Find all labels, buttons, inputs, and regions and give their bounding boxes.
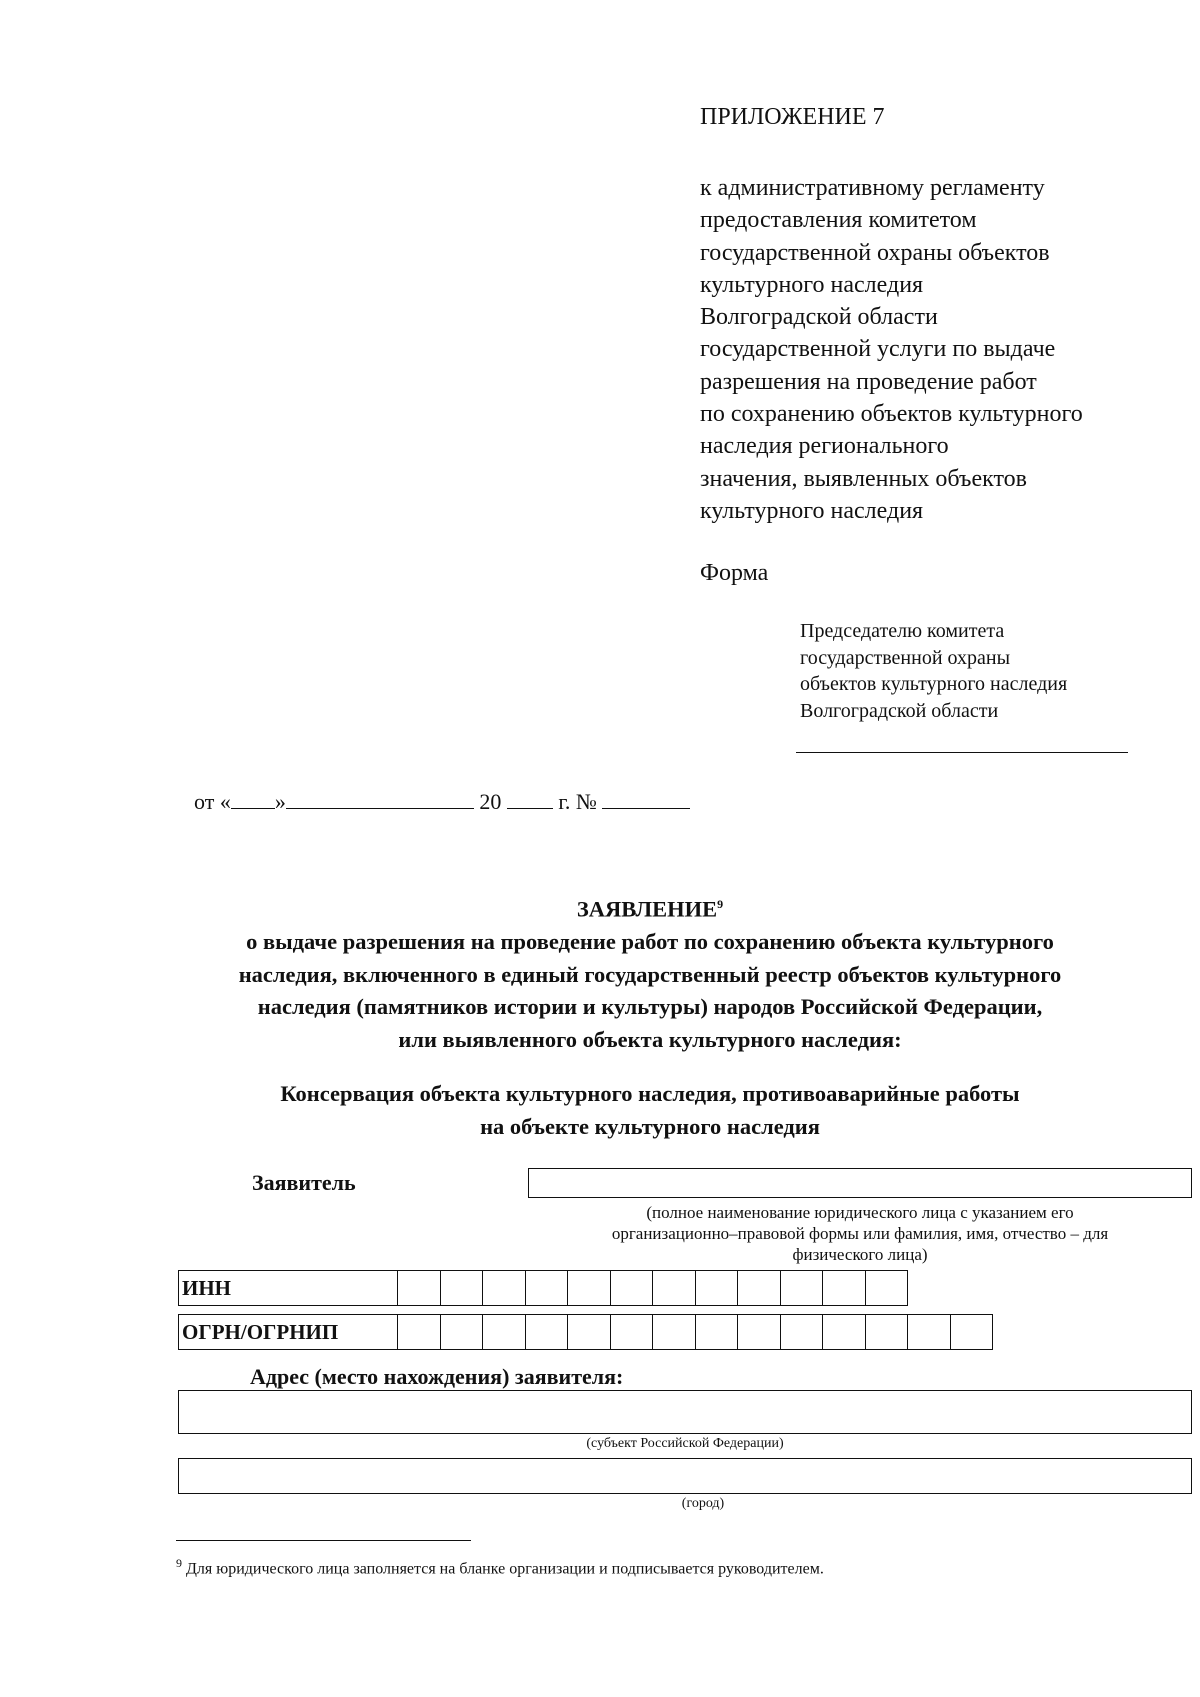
ogrn-digit-cell[interactable] [907,1314,951,1350]
appendix-line: культурного наследия [700,271,924,298]
inn-digit-cell[interactable] [440,1270,484,1306]
applicant-name-field[interactable] [528,1168,1192,1198]
applicant-hint [520,1202,1200,1265]
ogrn-digit-cell[interactable] [525,1314,569,1350]
appendix-line: государственной услуги по выдаче [700,336,1056,363]
footnote-mark: 9 [176,1556,182,1570]
footnote-separator [176,1540,471,1541]
address-label: Адрес (место нахождения) заявителя: [250,1364,624,1389]
number-field[interactable] [602,788,690,809]
region-field[interactable] [178,1390,1192,1434]
appendix-description [700,172,1083,527]
inn-digit-cell[interactable] [780,1270,824,1306]
ogrn-digit-cell[interactable] [397,1314,441,1350]
appendix-line: культурного наследия [700,497,924,524]
statement-line: о выдаче разрешения на проведение работ по сохранению объекта культурного [246,929,1054,954]
inn-digit-cell[interactable] [397,1270,441,1306]
form-label: Форма [700,560,769,586]
year-prefix: 20 [479,789,502,814]
statement-line: наследия (памятников истории и культуры) народов Российской Федерации, [257,994,1043,1019]
city-hint: (город) [681,1496,725,1511]
footnote-reference: 9 [717,897,724,911]
statement-heading [150,888,1150,1056]
region-hint: (субъект Российской Федерации) [586,1436,784,1451]
applicant-hint-line: (полное наименование юридического лица с указанием его [646,1203,1074,1222]
city-field[interactable] [178,1458,1192,1494]
appendix-line: наследия регионального [700,433,949,460]
ogrn-digit-cell[interactable] [780,1314,824,1350]
statement-line: наследия, включенного в единый государственный реестр объектов культурного [238,961,1062,987]
ogrn-digit-cell[interactable] [822,1314,866,1350]
appendix-line: государственной охраны объектов [700,239,1050,266]
applicant-hint-line: физического лица) [792,1245,928,1264]
inn-label: ИНН [178,1270,398,1306]
ogrn-digit-cell[interactable] [695,1314,739,1350]
inn-digit-cell[interactable] [652,1270,696,1306]
inn-digit-cell[interactable] [525,1270,569,1306]
subtitle-line: на объекте культурного наследия [480,1113,820,1139]
subtitle-line: Консервация объекта культурного наследия, противоаварийные работы [280,1081,1020,1106]
inn-digit-cell[interactable] [567,1270,611,1306]
year-field[interactable] [507,788,553,809]
addressee-line: Волгоградской области [800,699,999,722]
statement-subtitle [150,1078,1150,1143]
inn-row [178,1270,908,1306]
appendix-line: разрешения на проведение работ [700,368,1037,395]
inn-digit-cell[interactable] [822,1270,866,1306]
statement-line: или выявленного объекта культурного наследия: [398,1026,902,1052]
appendix-line: по сохранению объектов культурного [700,401,1083,428]
ogrn-row [178,1314,993,1350]
footnote-text: Для юридического лица заполняется на бланке организации и подписывается руководителем. [186,1560,824,1578]
statement-title: ЗАЯВЛЕНИЕ [576,896,718,922]
appendix-line: значения, выявленных объектов [700,465,1027,492]
addressee-line: государственной охраны [800,646,1011,669]
date-close-quote: » [274,789,286,814]
ogrn-digit-cell[interactable] [737,1314,781,1350]
applicant-hint-line: организационно–правовой формы или фамилия, имя, отчество – для [611,1224,1109,1243]
month-field[interactable] [286,788,474,809]
ogrn-digit-cell[interactable] [567,1314,611,1350]
ogrn-digit-cell[interactable] [652,1314,696,1350]
appendix-title: ПРИЛОЖЕНИЕ 7 [700,104,885,130]
ogrn-digit-cell[interactable] [610,1314,654,1350]
addressee-name-field[interactable] [796,752,1128,753]
day-field[interactable] [231,788,275,809]
appendix-line: предоставления комитетом [700,207,977,234]
addressee-line: Председателю комитета [800,620,1005,642]
inn-digit-cell[interactable] [737,1270,781,1306]
ogrn-label: ОГРН/ОГРНИП [178,1314,398,1350]
number-label: г. № [558,789,597,814]
date-line [194,788,690,815]
appendix-line: к административному регламенту [700,175,1045,201]
addressee-block [800,618,1067,724]
ogrn-digit-cell[interactable] [482,1314,526,1350]
inn-digit-cell[interactable] [865,1270,909,1306]
footnote [176,1556,824,1578]
appendix-line: Волгоградской области [700,304,938,331]
addressee-line: объектов культурного наследия [800,673,1068,695]
applicant-label: Заявитель [252,1170,356,1195]
ogrn-digit-cell[interactable] [440,1314,484,1350]
inn-digit-cell[interactable] [482,1270,526,1306]
date-from-label: от « [194,789,231,814]
ogrn-digit-cell[interactable] [950,1314,994,1350]
inn-digit-cell[interactable] [695,1270,739,1306]
ogrn-digit-cell[interactable] [865,1314,909,1350]
inn-digit-cell[interactable] [610,1270,654,1306]
